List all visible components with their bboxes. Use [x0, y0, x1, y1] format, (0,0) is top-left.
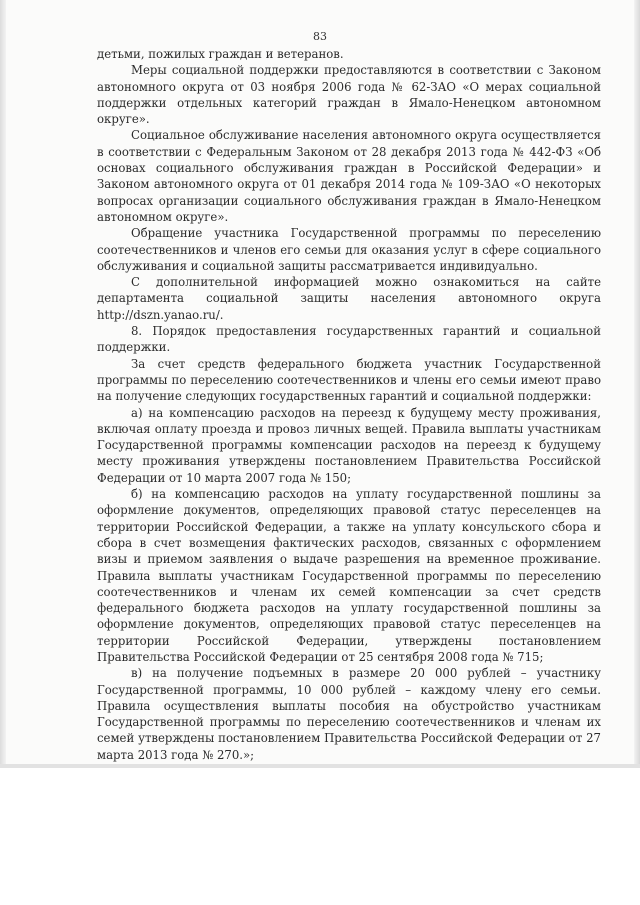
paragraph: детьми, пожилых граждан и ветеранов.	[97, 47, 344, 61]
paragraph: 8. Порядок предоставления государственных гарантий и социальной поддержки.	[97, 324, 601, 355]
paragraph: Социальное обслуживание населения автономного округа осуществляется в соответствии с Федеральным Законом от 28 декабря 2013 года № 442-ФЗ «Об основах социального обслуживания граждан в Российской Федерации» и Законом автономного округа от 01 декабря 2014 года № 109-ЗАО «О некоторых вопросах организации социального обслуживания граждан в Ямало-Ненецком автономном округе».	[97, 128, 601, 224]
paragraph: в) на получение подъемных в размере 20 000 рублей – участнику Государственной программы, 10 000 рублей – каждому члену его семьи. Правила осуществления выплаты пособия на обустройство участникам Государственной программы по переселению соотечественников и членам их семей утверждены постановлением Правительства Российской Федерации от 27 марта 2013 года № 270.»;	[97, 666, 601, 762]
document-body	[97, 46, 601, 763]
scan-left-edge	[0, 0, 6, 768]
page-number: 83	[313, 30, 327, 43]
scan-bottom-edge	[0, 764, 640, 768]
paragraph: За счет средств федерального бюджета участник Государственной программы по переселению соотечественников и члены его семьи имеют право на получение следующих государственных гарантий и социальной поддержки:	[97, 356, 601, 404]
paragraph: С дополнительной информацией можно ознакомиться на сайте департамента социальной защиты населения автономного округа http://dszn.yanao.ru/.	[97, 275, 601, 322]
paragraph: Меры социальной поддержки предоставляются в соответствии с Законом автономного округа от 03 ноября 2006 года № 62-ЗАО «О мерах социальной поддержки отдельных категорий граждан в Ямало-Ненецком автономном округе».	[97, 63, 601, 127]
paragraph: Обращение участника Государственной программы по переселению соотечественников и членов его семьи для оказания услуг в сфере социального обслуживания и социальной защиты рассматривается индивидуально.	[97, 226, 601, 273]
paragraph: а) на компенсацию расходов на переезд к будущему месту проживания, включая оплату проезда и провоз личных вещей. Правила выплаты участникам Государственной программы компенсации расходов на переезд к будущему месту проживания утверждены постановлением Правительства Российской Федерации от 10 марта 2007 года № 150;	[97, 405, 601, 485]
scan-right-edge	[634, 0, 640, 768]
paragraph: б) на компенсацию расходов на уплату государственной пошлины за оформление документов, определяющих правовой статус переселенцев на территории Российской Федерации, а также на уплату консульского сбора и сбора в счет возмещения фактических расходов, связанных с оформлением визы и приемом заявления о выдаче разрешения на временное проживание. Правила выплаты участникам Государственной программы по переселению соотечественников и членам их семей компенсации за счет средств федерального бюджета расходов на уплату государственной пошлины за оформление документов, определяющих правовой статус переселенцев на территории Российской Федерации, утверждены постановлением Правительства Российской Федерации от 25 сентября 2008 года № 715;	[97, 487, 601, 664]
